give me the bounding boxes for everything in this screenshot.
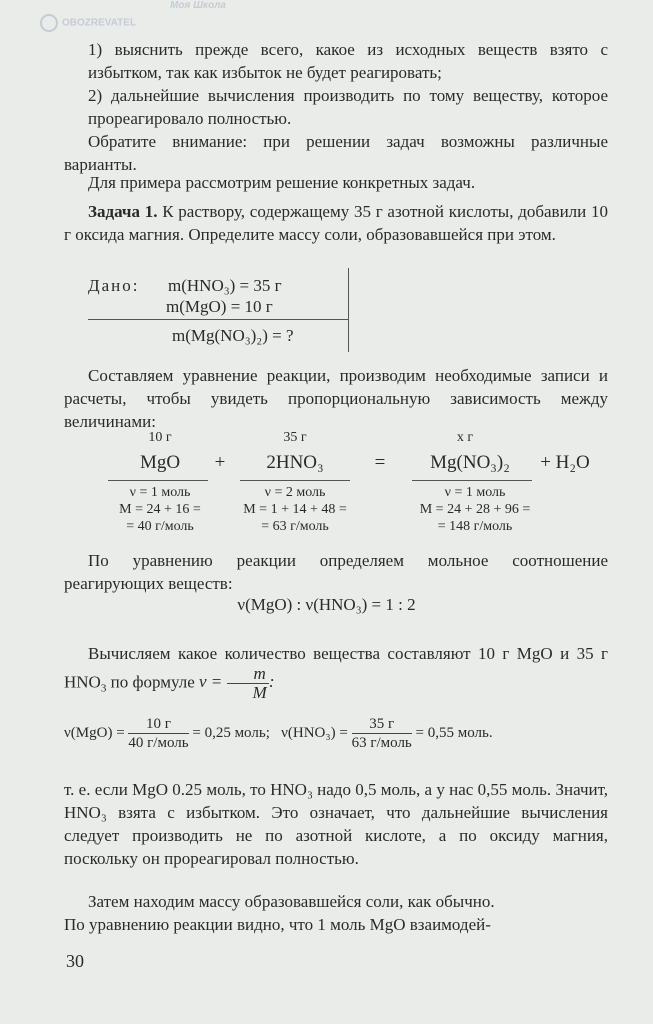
hno3-nu: ν = 2 моль bbox=[264, 485, 326, 500]
reaction-equation bbox=[0, 430, 653, 540]
calc-mgo-den: 40 г/моль bbox=[128, 735, 189, 751]
calc-mgo-lhs: ν(MgO) = bbox=[64, 724, 125, 741]
paragraph-compose bbox=[64, 364, 608, 433]
paragraph-item-1 bbox=[88, 38, 608, 84]
item-1-text: 1) выяснить прежде всего, какое из исходных веществ взято с избытком, так как избыток не будет реагировать; bbox=[88, 40, 608, 82]
equals-sign: = bbox=[374, 452, 386, 473]
mgo-molar-1: M = 24 + 16 = bbox=[119, 502, 201, 517]
salt-nu: ν = 1 моль bbox=[444, 485, 506, 500]
conclusion-text: т. е. если MgO 0.25 моль, то HNO₃ надо 0,5 моль, а у нас 0,55 моль. Значит, HNO₃ взята с избытком. Это означает, что дальнейшие вычисления следует производить не по азотной кислоте, а по оксиду магния, поскольку он прореагировал полностью. bbox=[64, 780, 608, 868]
note-text: Обратите внимание: при решении задач возможны различные варианты. bbox=[64, 132, 608, 174]
formula-denominator: M bbox=[252, 683, 267, 702]
paragraph-conclusion bbox=[64, 778, 608, 870]
water-formula: + H₂O bbox=[540, 452, 590, 473]
hno3-mass: 35 г bbox=[283, 430, 307, 445]
plus-sign-1: + bbox=[214, 452, 226, 473]
given-block bbox=[88, 268, 353, 352]
paragraph-item-2 bbox=[88, 84, 608, 130]
calc-intro-text: Вычисляем какое количество вещества составляют 10 г MgO и 35 г HNO bbox=[64, 644, 608, 692]
mgo-nu: ν = 1 моль bbox=[129, 485, 191, 500]
given-hno3: m(HNO₃) = 35 г bbox=[168, 276, 282, 295]
formula-fraction bbox=[227, 665, 269, 702]
next-text: Затем находим массу образовавшейся соли, как обычно. bbox=[88, 892, 495, 911]
example-text: Для примера рассмотрим решение конкретных задач. bbox=[88, 173, 476, 192]
salt-molar-2: = 148 г/моль bbox=[437, 519, 513, 534]
mole-formula: ν = $\frac{m}{M}$ : bbox=[199, 664, 275, 702]
hno3-molar-2: = 63 г/моль bbox=[261, 519, 329, 534]
given-horizontal-line bbox=[88, 319, 348, 320]
salt-formula: Mg(NO₃)₂ bbox=[430, 452, 510, 473]
given-mgo: m(MgO) = 10 г bbox=[166, 297, 273, 316]
paragraph-calc-intro: Вычисляем какое количество вещества составляют 10 г MgO и 35 г $HNO_3$ по формуле ν = $\frac{m}{M}$ : bbox=[64, 644, 608, 702]
paragraph-last bbox=[64, 913, 608, 936]
calc-hno3-lhs: ν(HNO₃) = bbox=[281, 724, 348, 741]
hno3-underline bbox=[240, 480, 350, 481]
watermark-school: Моя Школа bbox=[170, 0, 226, 11]
formula-lhs: ν = bbox=[199, 672, 223, 692]
calc-hno3-den: 63 г/моль bbox=[351, 735, 412, 751]
ratio-intro-text: По уравнению реакции определяем мольное соотношение реагирующих веществ: bbox=[64, 551, 608, 593]
given-vertical-line bbox=[348, 268, 349, 352]
task-1 bbox=[64, 200, 608, 246]
calc-intro-formula-text: по формуле bbox=[110, 672, 195, 692]
watermark-brand: OBOZREVATEL bbox=[62, 17, 137, 29]
molar-ratio: ν(MgO) : ν(HNO₃) = 1 : 2 bbox=[237, 595, 416, 614]
page-number: 30 bbox=[66, 951, 84, 971]
calc-hno3-result: = 0,55 моль. bbox=[415, 724, 493, 741]
calc-hno3-fraction bbox=[352, 715, 412, 752]
calc-mgo-fraction bbox=[128, 715, 188, 752]
formula-numerator: m bbox=[227, 665, 269, 684]
hno3-formula: 2HNO₃ bbox=[266, 452, 324, 473]
calc-mgo-num: 10 г bbox=[128, 715, 188, 734]
paragraph-note bbox=[64, 130, 608, 176]
salt-molar-1: M = 24 + 28 + 96 = bbox=[419, 502, 531, 517]
hno3-molar-1: M = 1 + 14 + 48 = bbox=[243, 502, 347, 517]
calc-hno3-num: 35 г bbox=[352, 715, 412, 734]
salt-underline bbox=[412, 480, 532, 481]
paragraph-ratio-intro bbox=[64, 549, 608, 595]
last-text: По уравнению реакции видно, что 1 моль MgO взаимодей- bbox=[64, 915, 491, 934]
mgo-molar-2: = 40 г/моль bbox=[126, 519, 194, 534]
mgo-formula: MgO bbox=[139, 452, 181, 473]
paragraph-next bbox=[64, 890, 608, 913]
item-2-text: 2) дальнейшие вычисления производить по тому веществу, которое прореагировало полностью. bbox=[88, 86, 608, 128]
paragraph-example bbox=[64, 171, 608, 194]
task-label: Задача 1. bbox=[88, 202, 158, 221]
compose-text: Составляем уравнение реакции, производим необходимые записи и расчеты, чтобы увидеть пропорциональную зависимость между величинами: bbox=[64, 366, 608, 431]
task-text: К раствору, содержащему 35 г азотной кислоты, добавили 10 г оксида магния. Определите массу соли, образовавшейся при этом. bbox=[64, 202, 608, 244]
mgo-mass: 10 г bbox=[148, 430, 172, 445]
calc-mgo-result: = 0,25 моль; bbox=[192, 724, 270, 741]
mgo-underline bbox=[108, 480, 208, 481]
given-find: m(Mg(NO₃)₂) = ? bbox=[172, 326, 294, 345]
watermark-logo-icon bbox=[40, 14, 58, 32]
watermark bbox=[170, 0, 226, 11]
salt-mass: x г bbox=[456, 430, 474, 445]
given-label: Дано: bbox=[88, 276, 140, 295]
watermark bbox=[40, 14, 136, 32]
mole-calculation bbox=[64, 715, 624, 752]
